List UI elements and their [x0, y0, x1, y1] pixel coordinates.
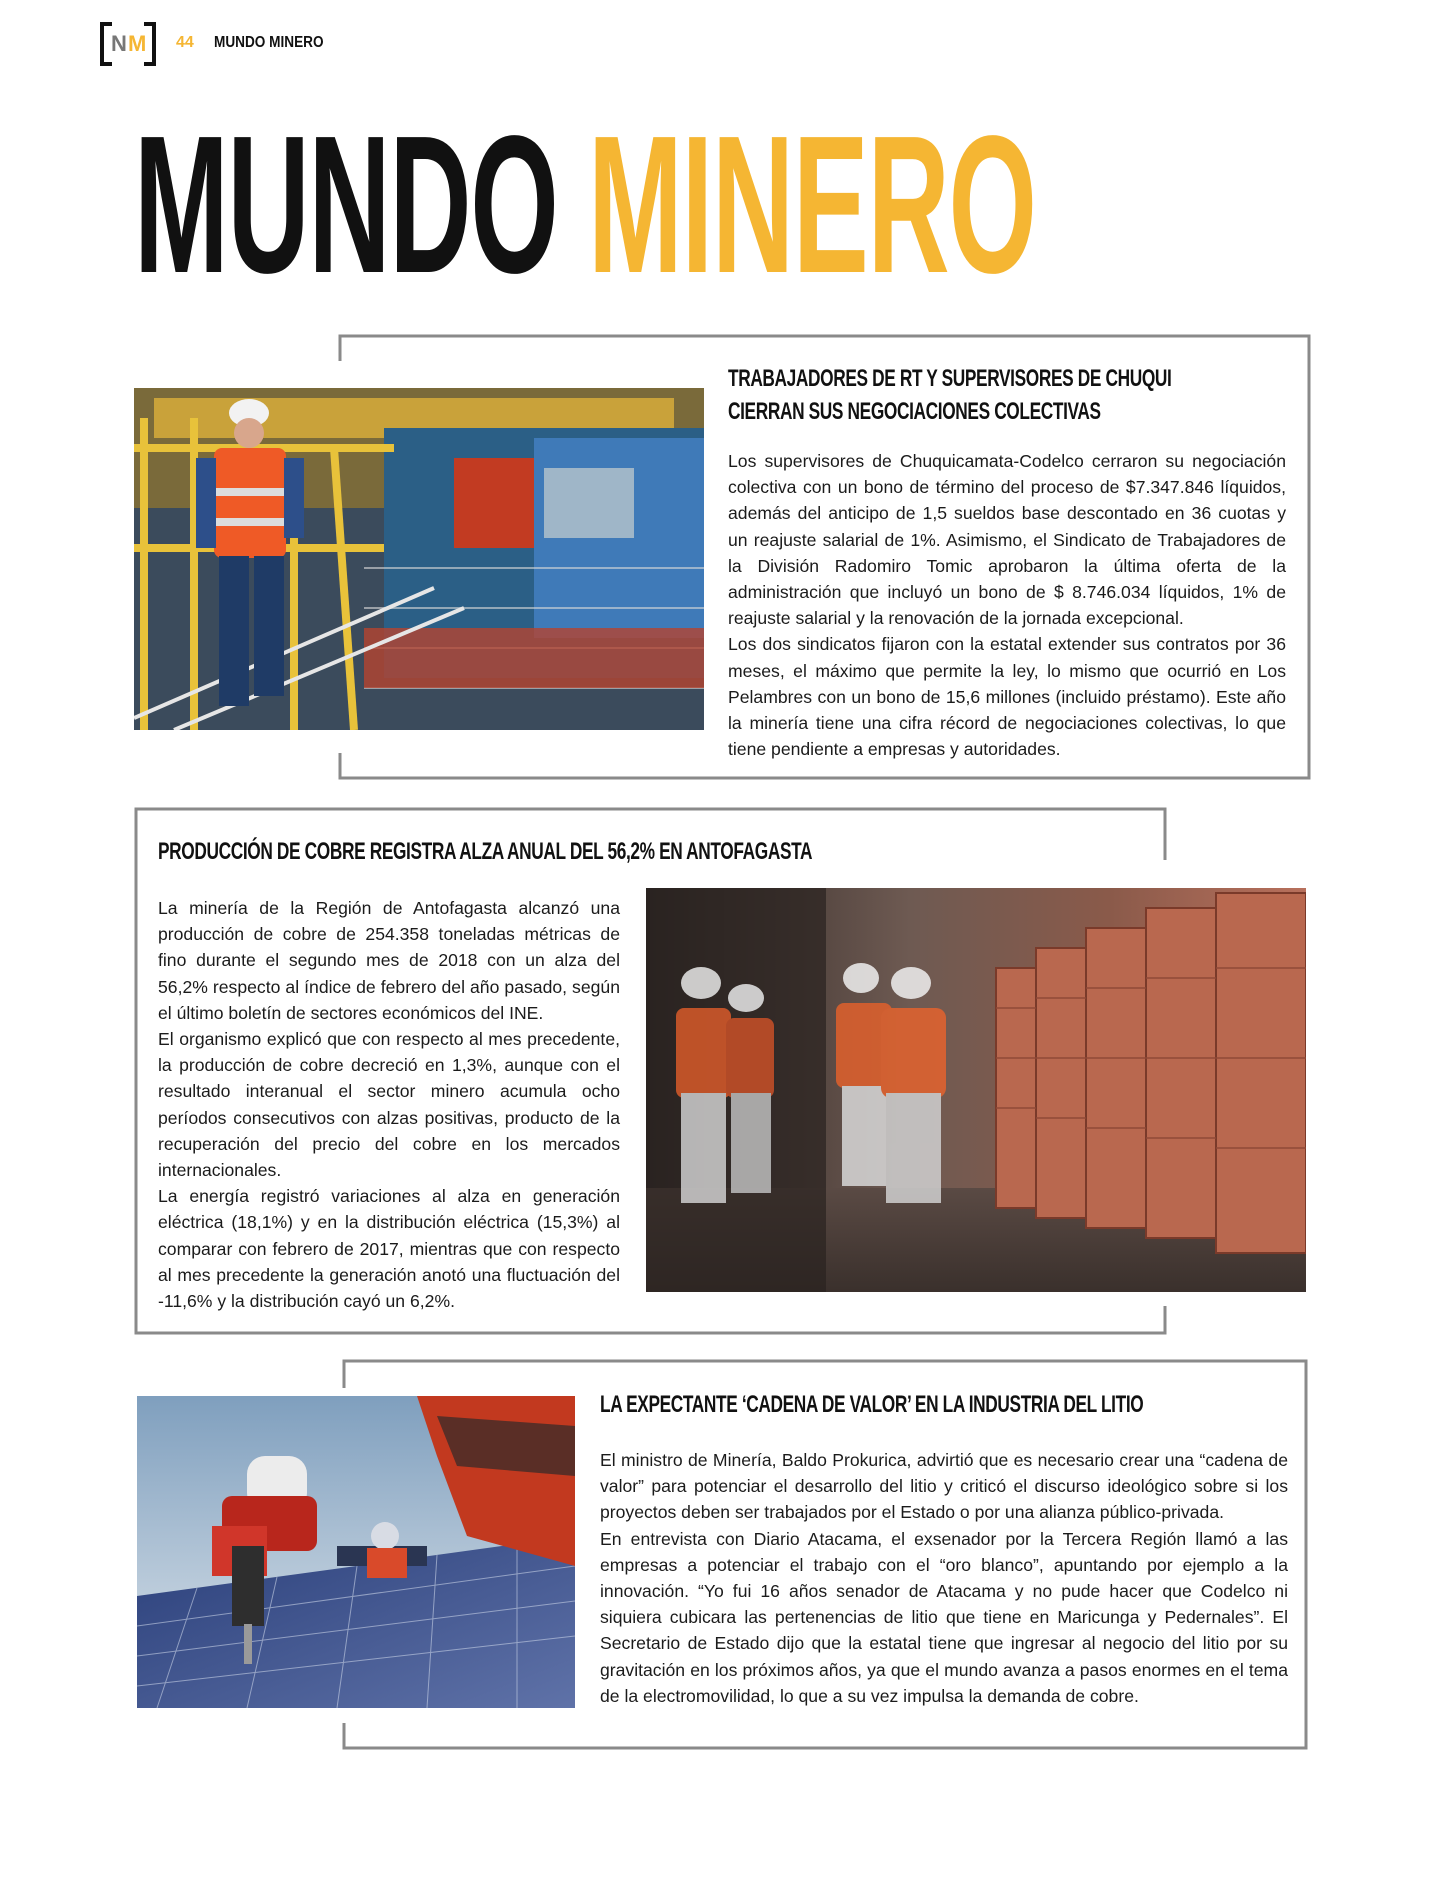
article-2-paragraph-3: La energía registró variaciones al alza en generación eléctrica (18,1%) y en la distribución eléctrica (15,3%) al comparar con febrero de 2017, mientras que con respecto al mes precedente la generación anotó una fluctuación del -11,6% y la distribución cayó un 6,2%.	[158, 1186, 620, 1312]
magazine-logo	[100, 22, 156, 66]
section-title-word-2: MINERO	[588, 95, 1036, 314]
article-3-body	[600, 1447, 1288, 1709]
section-title	[134, 95, 1036, 314]
article-2-body	[158, 895, 620, 1314]
article-1-body	[728, 448, 1286, 762]
logo-letter-m: M	[128, 31, 146, 56]
article-1-photo-worker-stairs	[134, 388, 704, 730]
article-3-paragraph-1: El ministro de Minería, Baldo Prokurica, advirtió que es necesario crear una “cadena de valor” para potenciar el desarrollo del litio y criticó el discurso ideológico sobre si los proyectos deben ser trabajados por el Estado o por una alianza público-privada.	[600, 1450, 1288, 1523]
article-2-headline: PRODUCCIÓN DE COBRE REGISTRA ALZA ANUAL DEL 56,2% EN ANTOFAGASTA	[158, 838, 813, 865]
article-3-photo-solar-panel-drill	[137, 1396, 575, 1708]
article-1-paragraph-2: Los dos sindicatos fijaron con la estatal extender sus contratos por 36 meses, el máximo que permite la ley, lo mismo que ocurrió en Los Pelambres con un bono de 15,6 millones (incluido préstamo). Este año la minería tiene una cifra récord de negociaciones colectivas, lo que tiene pendiente a empresas y autoridades.	[728, 634, 1286, 760]
article-1-headline-line-1: TRABAJADORES DE RT Y SUPERVISORES DE CHUQUI	[728, 365, 1172, 392]
article-2-paragraph-1: La minería de la Región de Antofagasta alcanzó una producción de cobre de 254.358 toneladas métricas de fino durante el segundo mes de 2018 con un alza del 56,2% respecto al índice de febrero del año pasado, según el último boletín de sectores económicos del INE.	[158, 898, 620, 1023]
article-1-paragraph-1: Los supervisores de Chuquicamata-Codelco cerraron su negociación colectiva con un bono de término del proceso de $7.347.846 líquidos, además del anticipo de 1,5 sueldos base descontado en 36 cuotas y un reajuste salarial de 1%. Asimismo, el Sindicato de Trabajadores de la División Radomiro Tomic aprobaron la última oferta de la administración que incluyó un bono de $ 8.746.034 líquidos, 1% de reajuste salarial y la renovación de la jornada excepcional.	[728, 451, 1286, 629]
section-title-word-1: MUNDO	[134, 95, 558, 314]
running-title: MUNDO MINERO	[214, 34, 324, 51]
logo-letter-n: N	[111, 31, 126, 56]
article-2-paragraph-2: El organismo explicó que con respecto al mes precedente, la producción de cobre decreció en 1,3%, aunque con el resultado interanual el sector minero acumula ocho períodos consecutivos con alzas positivas, producto de la recuperación del precio del cobre en los mercados internacionales.	[158, 1029, 620, 1181]
article-3-headline: LA EXPECTANTE ‘CADENA DE VALOR’ EN LA INDUSTRIA DEL LITIO	[600, 1391, 1144, 1418]
article-1-headline-line-2: CIERRAN SUS NEGOCIACIONES COLECTIVAS	[728, 398, 1101, 425]
page-number: 44	[176, 34, 194, 51]
article-3-paragraph-2: En entrevista con Diario Atacama, el exsenador por la Tercera Región llamó a las empresas a potenciar el trabajo con el “oro blanco”, apuntando por ejemplo a la innovación. “Yo fui 16 años senador de Atacama y no pude hacer que Codelco ni siquiera cubicara las pertenencias de litio que tiene en Maricunga y Pedernales”. El Secretario de Estado dijo que la estatal tiene que ingresar al negocio del litio por su gravitación en los próximos años, ya que el mundo avanza a pasos enormes en el tema de la electromovilidad, lo que a su vez impulsa la demanda de cobre.	[600, 1528, 1288, 1706]
article-1-headline	[728, 362, 1330, 428]
article-2-photo-copper-cathodes	[646, 888, 1306, 1292]
